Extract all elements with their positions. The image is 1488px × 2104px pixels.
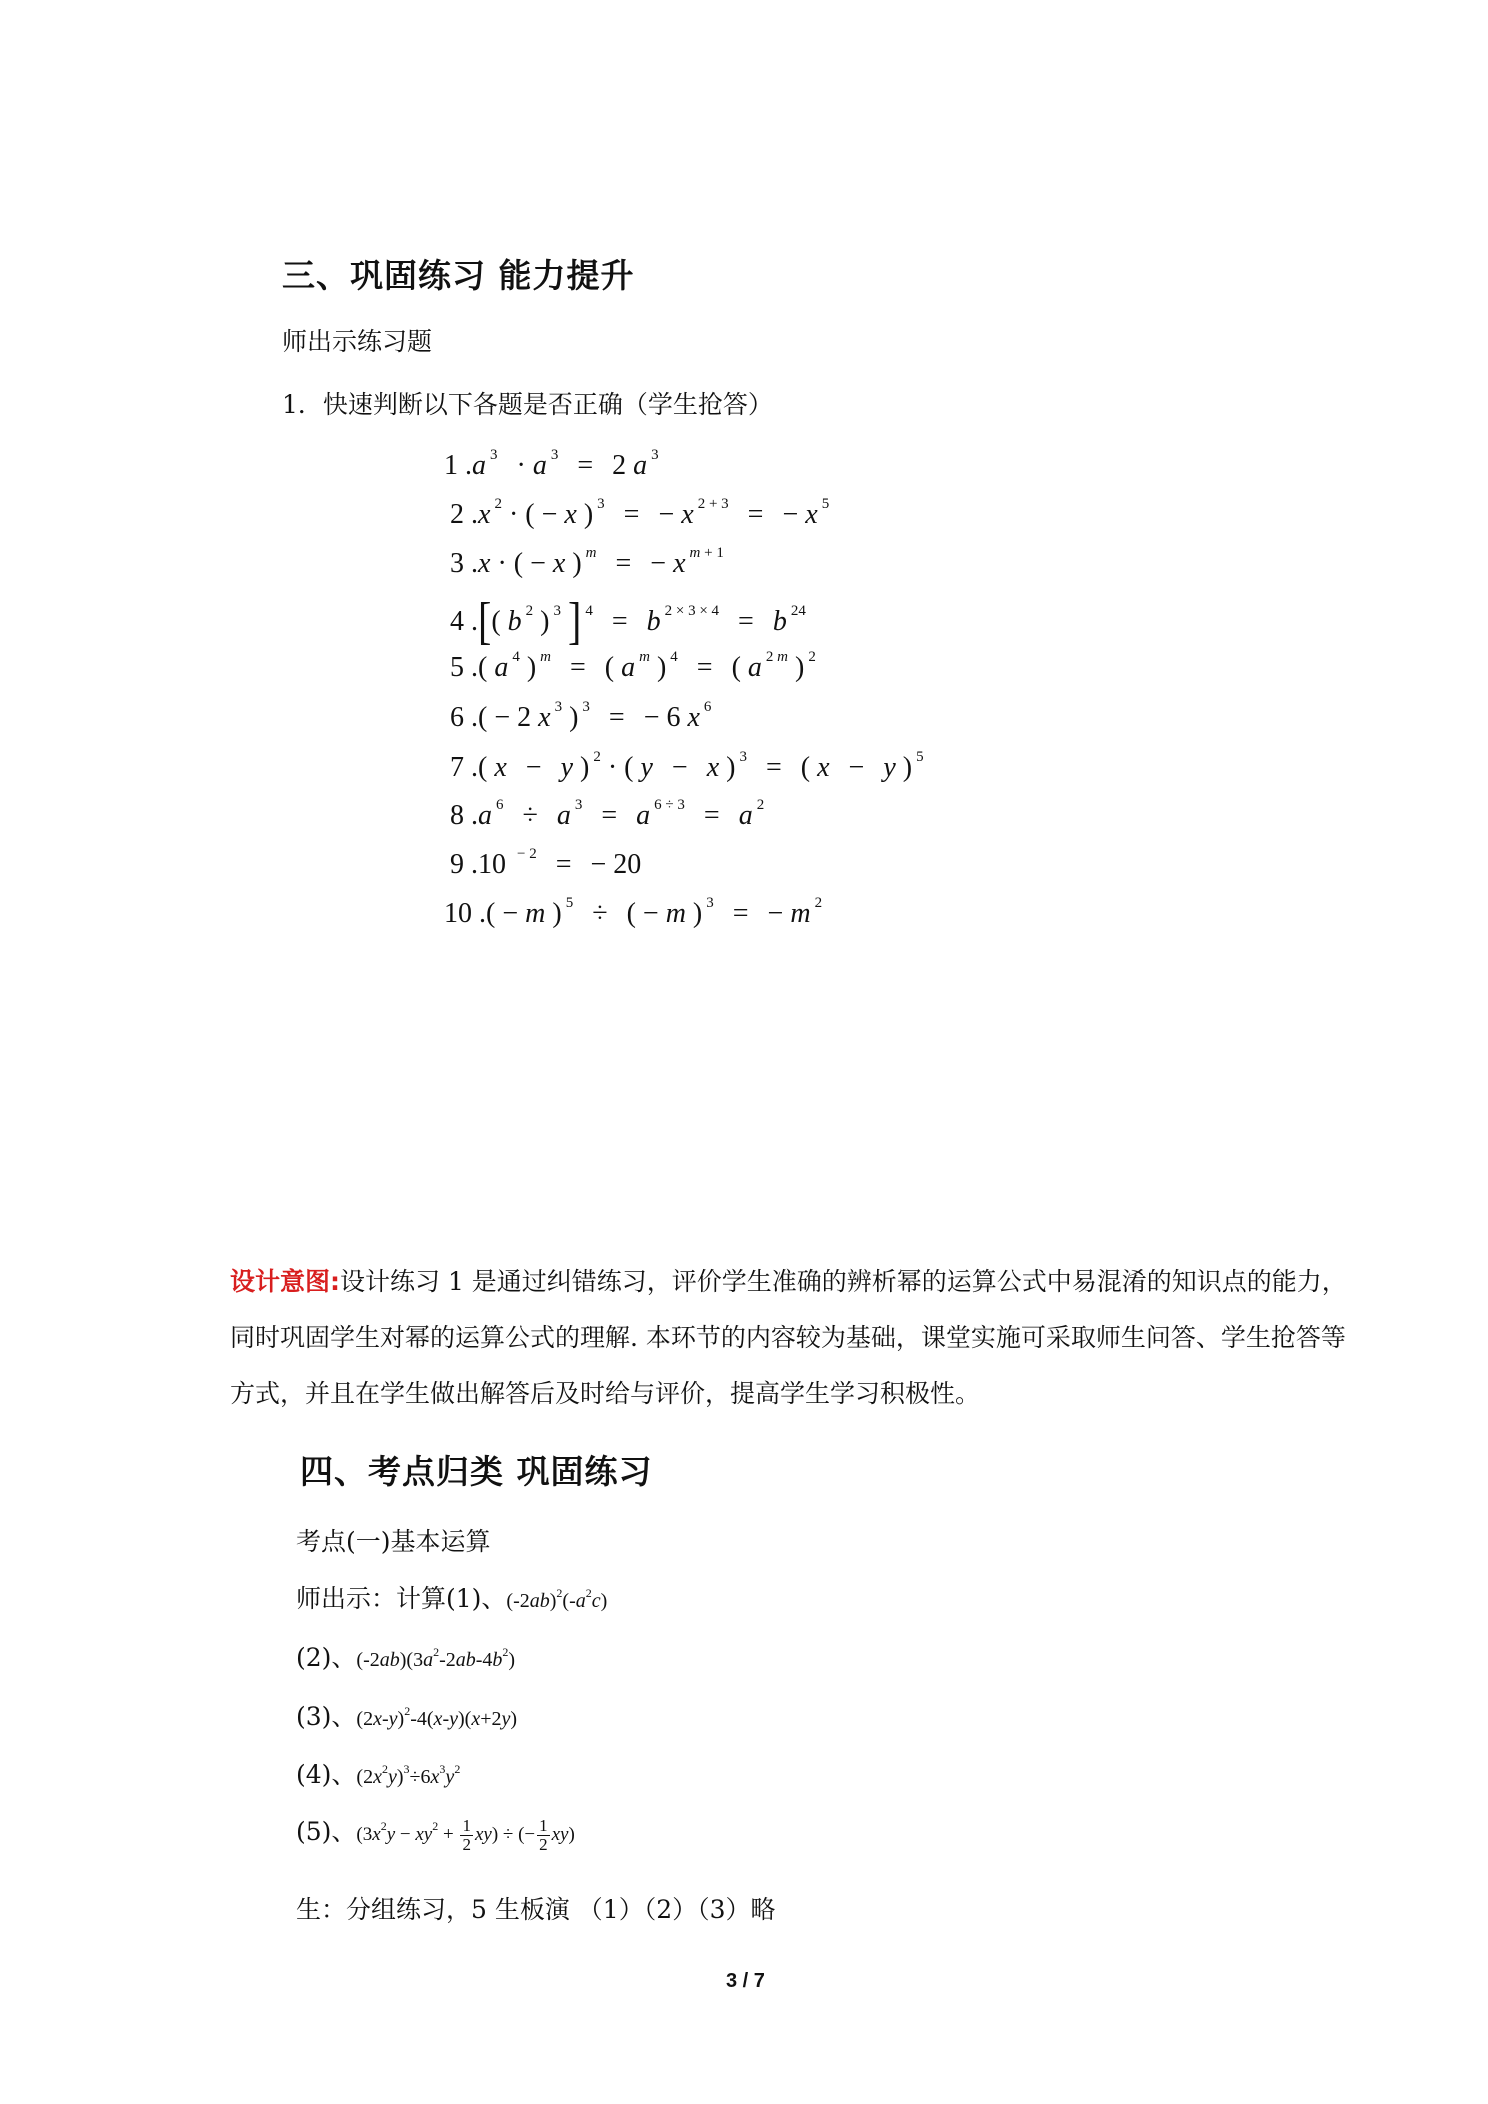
problem-4: (4)、$(2x^2y)^3\div 6x^3y^2$ [296,1760,461,1789]
section3-heading: 三、巩固练习 能力提升 [282,256,635,295]
judgement-2: 2 .x $^2$ · ( − x ) $^3$ = − x $^{2 + 3}$ = − x $^5$ [450,496,830,530]
design-intent-label: 设计意图: [230,1267,340,1296]
judgement-1: 1 .a $^3$ · a $^3$ = 2 a $^3$ [444,447,659,481]
judgement-5: 5 .( a $^4$ ) $^m$ = ( a $^m$ ) $^4$ = ( a $^{2 m}$ ) $^2$ [450,649,816,683]
section4-heading: 四、考点归类 巩固练习 [300,1452,653,1491]
judgement-7: 7 .( x − y ) $^2$ · ( y − x ) $^3$ = ( x − y ) $^5$ [450,749,924,783]
teacher-line: 师出示练习题 [282,327,433,356]
judgement-4: 4 .[( b $^2$ ) $^3$ ] $^4$ = b $^{2 \times 3 \times 4}$ = b $^{24}$ [450,591,806,650]
judgement-8: 8 .a $^6$ ÷ a $^3$ = a $^{6 \div 3}$ = a $^2$ [450,797,765,831]
problem-5: (5)、($3x^2y - xy^2$ + $\frac{1}{2}$ xy) ÷ (− $\frac{1}{2}$ xy) [296,1816,575,1855]
topic-line: 考点(一)基本运算 [296,1527,491,1556]
problem-1: 师出示：计算(1)、$(-2ab)^2(-a^2c)$ [296,1584,608,1613]
page-number: 3 / 7 [726,1970,765,1992]
student-line: 生：分组练习，5 生板演 （1）（2）（3）略 [296,1895,776,1924]
question-1: 1．快速判断以下各题是否正确（学生抢答） [282,390,773,419]
judgement-6: 6 .( − 2 x $^3$ ) $^3$ = − 6 x $^6$ [450,699,712,733]
problem-3: (3)、$(2x-y)^2-4(x-y)(x+2y)$ [296,1702,518,1731]
judgement-9: 9 .10 $^{- 2}$ = − 20 [450,846,642,880]
design-intent-text: 设计练习 1 是通过纠错练习，评价学生准确的辨析幂的运算公式中易混淆的知识点的能力，同时巩固学生对幂的运算公式的理解. 本环节的内容较为基础，课堂实施可采取师生问答、学生抢答等方式，并且在学生做出解答后及时给与评价，提高学生学习积极性。 [230,1267,1347,1408]
design-intent [230,1254,1350,1422]
judgement-10: 10 .( − m ) $^5$ ÷ ( − m ) $^3$ = − m $^2$ [444,895,823,929]
judgement-3: 3 .x · ( − x ) $^m$ = − x $^{m + 1}$ [450,545,724,579]
problem-2: (2)、$(-2ab)(3a^2-2ab-4b^2)$ [296,1643,516,1672]
